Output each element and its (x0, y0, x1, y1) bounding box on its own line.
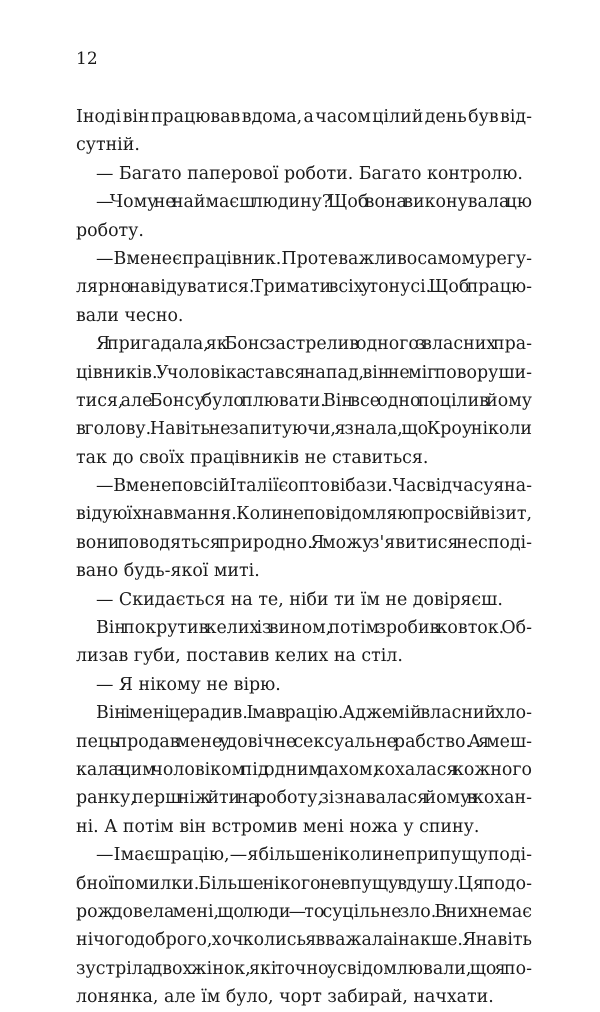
text-line: роботу. (76, 220, 144, 241)
text-line: вали чесно. (76, 305, 184, 326)
text-line: нічого доброго, хоч колись я вважала інакше. Я навіть (76, 930, 532, 951)
text-line: сутній. (76, 135, 140, 156)
page-number: 12 (76, 49, 98, 69)
text-line: — Я нікому не вірю. (96, 674, 281, 695)
text-line: пець продав мене у довічне сексуальне рабство. А я меш- (76, 731, 532, 752)
text-line: відую їх навмання. Коли не повідомляю про свій візит, (76, 504, 532, 525)
text-line: — І маєш рацію, — я більше ніколи не припущу поді- (96, 845, 532, 866)
text-line: цівників. У чоловіка стався напад, він не міг поворуши- (76, 362, 532, 383)
text-line: рож довела мені, що люди — то суцільне зло. В них немає (76, 901, 532, 922)
text-line: — Чому не наймаєш людину? Щоб вона виконувала цю (96, 192, 532, 213)
text-line: вано будь-якої миті. (76, 561, 260, 582)
text-line: — Багато паперової роботи. Багато контролю. (96, 163, 523, 184)
text-line: в голову. Навіть не запитуючи, я знала, що Кроу ніколи (76, 419, 532, 440)
text-line: — Скидається на те, ніби ти їм не довіряєш. (96, 589, 503, 610)
text-line: ні. А потім він встромив мені ножа у спину. (76, 816, 480, 837)
text-line: лонянка, але їм було, чорт забирай, начхати. (76, 987, 494, 1008)
text-line: зустріла двох жінок, які точно усвідомлювали, що я по- (76, 958, 532, 979)
text-line: вони поводяться природно. Я можу з'явитися несподі- (76, 532, 532, 553)
text-line: лярно навідуватися. Тримати всіх у тонусі. Щоб працю- (76, 277, 532, 298)
text-line: тися, але Бонсу було плювати. Він все одно поцілив йому (76, 390, 532, 411)
text-line: — В мене є працівник. Проте важливо самому регу- (96, 248, 532, 269)
text-line: — В мене по всій Італії є оптові бази. Час від часу я на- (96, 476, 532, 497)
text-line: Він і мені це радив. І мав рацію. Адже мій власний хло- (96, 703, 532, 724)
text-line: Я пригадала, як Бонс застрелив одного з власних пра- (96, 334, 532, 355)
text-line: Він покрутив келих із вином, потім зробив ковток. Об- (96, 618, 532, 639)
text-line: так до своїх працівників не ставиться. (76, 447, 429, 468)
text-line: Іноді він працював вдома, а часом цілий день був від- (76, 107, 532, 127)
text-line: лизав губи, поставив келих на стіл. (76, 646, 403, 667)
body-text (76, 103, 532, 1012)
text-line: бної помилки. Більше нікого не впущу в душу. Ця подо- (76, 873, 532, 894)
text-line: кала з цим чоловіком під одним дахом, кохалася кожного (76, 759, 532, 780)
text-line: ранку, перш ніж йти на роботу, зізнавалася йому в кохан- (76, 788, 532, 809)
